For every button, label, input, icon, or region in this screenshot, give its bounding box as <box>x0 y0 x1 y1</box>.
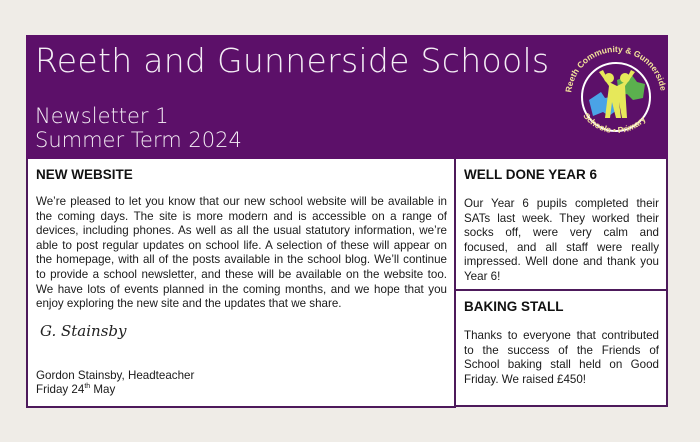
newsletter-page <box>26 35 668 408</box>
article-body: Thanks to everyone that contributed to the success of the Friends of School baking stall held on Good Friday. We raised £450! <box>464 329 659 386</box>
svg-text:Schools • Primary: Schools • Primary <box>581 110 648 136</box>
signoff <box>36 369 194 397</box>
school-logo-icon <box>559 40 673 154</box>
newsletter-number: Newsletter 1 <box>35 104 169 128</box>
newsletter-body <box>26 159 668 408</box>
article-heading: WELL DONE YEAR 6 <box>464 167 598 182</box>
article-body: Our Year 6 pupils completed their SATs last week. They worked their socks off, were very calm and focused, and all staff were really impressed. Well done and thank you Year 6! <box>464 197 659 283</box>
term-label: Summer Term 2024 <box>35 128 242 152</box>
date <box>36 383 194 397</box>
article-well-done-year-6 <box>454 159 668 291</box>
date-day: Friday 24 <box>36 383 85 397</box>
article-baking-stall <box>454 289 668 407</box>
issue-info <box>35 104 242 152</box>
date-ordinal: th <box>84 383 91 391</box>
school-title: Reeth and Gunnerside Schools <box>35 41 550 80</box>
newsletter-header <box>26 35 668 159</box>
author: Gordon Stainsby, Headteacher <box>36 369 195 382</box>
date-month: May <box>90 383 116 397</box>
article-heading: BAKING STALL <box>464 299 564 314</box>
article-new-website <box>26 159 456 408</box>
article-heading: NEW WEBSITE <box>36 167 133 182</box>
article-body: We’re pleased to let you know that our new school website will be available in the coming days. The site is more modern and is accessible on a range of devices, including phones. As well as all the usual statutory information, we’re able to post regular updates on school life. A selection of these will appear on the homepage, with all of the posts available in the school blog. We’ll continue to provide a school newsletter, and these will be available on the website too. We have lots of events planned in the coming months, and we hope that you enjoy exploring the new site and the updates that we share. <box>36 195 447 311</box>
svg-text:Reeth Community & Gunnerside: Reeth Community & Gunnerside <box>563 43 669 94</box>
signature: G. Stainsby <box>40 322 127 340</box>
